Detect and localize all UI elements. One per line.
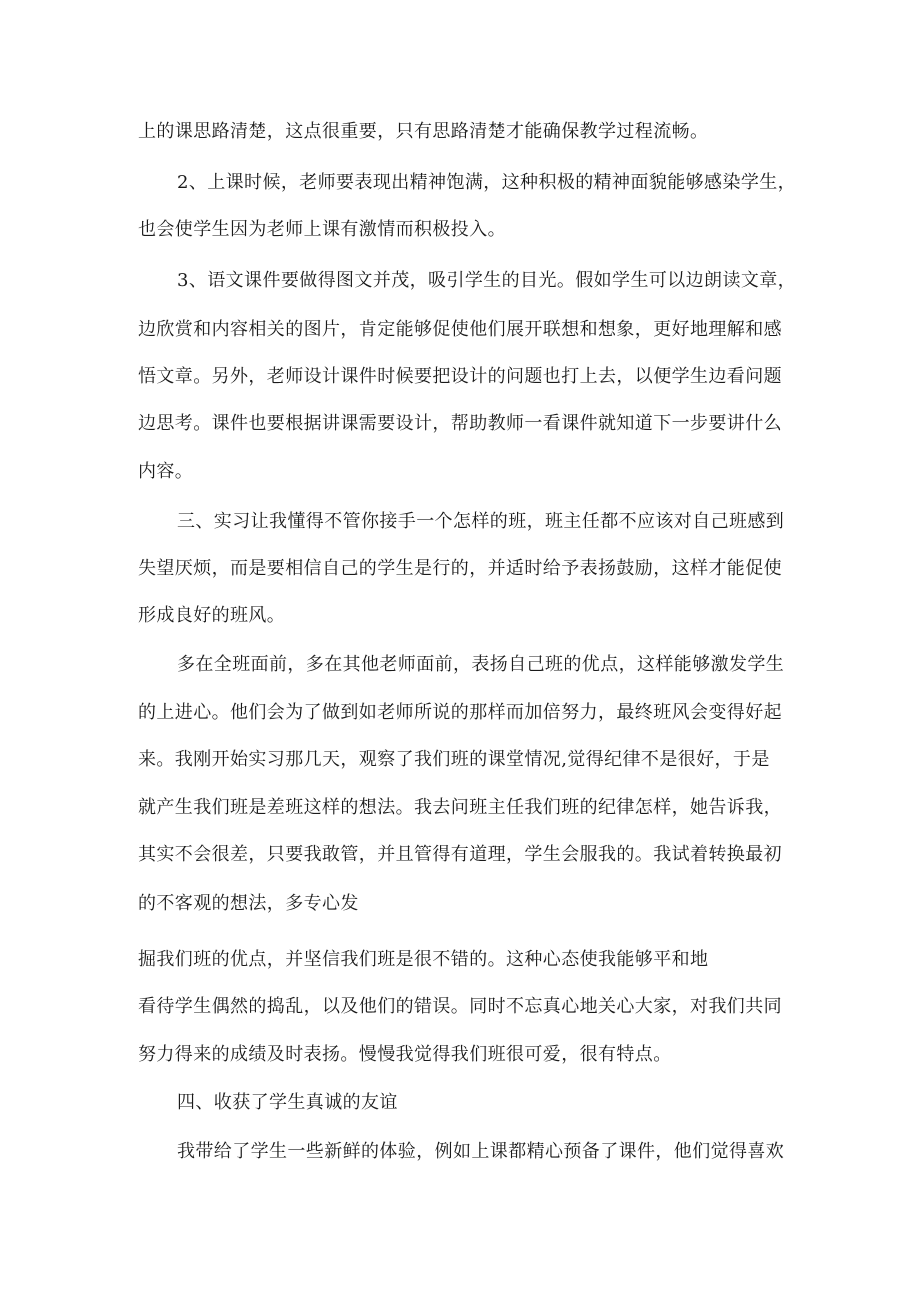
text-line: 的上进心。他们会为了做到如老师所说的那样而加倍努力，最终班风会变得好起 [138,702,782,723]
text-line: 3、语文课件要做得图文并茂，吸引学生的目光。假如学生可以边朗读文章， [177,270,797,291]
text-line: 多在全班面前，多在其他老师面前，表扬自己班的优点，这样能够激发学生 [177,654,785,675]
section-heading: 四、收获了学生真诚的友谊 [177,1092,398,1113]
text-line: 的不客观的想法，多专心发 [138,893,359,914]
text-line: 就产生我们班是差班这样的想法。我去问班主任我们班的纪律怎样，她告诉我， [138,797,782,818]
text-line: 也会使学生因为老师上课有激情而积极投入。 [138,219,506,240]
text-line: 上的课思路清楚，这点很重要，只有思路清楚才能确保教学过程流畅。 [138,121,709,142]
text-line: 来。我刚开始实习那几天，观察了我们班的课堂情况,觉得纪律不是很好，于是 [138,749,770,770]
text-line: 其实不会很差，只要我敢管，并且管得有道理，学生会服我的。我试着转换最初 [138,844,782,865]
text-line: 我带给了学生一些新鲜的体验，例如上课都精心预备了课件，他们觉得喜欢 [177,1141,785,1162]
text-line: 形成良好的班风。 [138,605,286,626]
text-line: 悟文章。另外，老师设计课件时候要把设计的问题也打上去，以便学生边看问题 [138,366,782,387]
text-line: 努力得来的成绩及时表扬。慢慢我觉得我们班很可爱，很有特点。 [138,1044,672,1065]
text-line: 2、上课时候，老师要表现出精神饱满，这种积极的精神面貌能够感染学生， [177,172,797,193]
text-line: 边欣赏和内容相关的图片，肯定能够促使他们展开联想和想象，更好地理解和感 [138,319,782,340]
text-line: 失望厌烦，而是要相信自己的学生是行的，并适时给予表扬鼓励，这样才能促使 [138,558,782,579]
text-line: 掘我们班的优点，并坚信我们班是很不错的。这种心态使我能够平和地 [138,949,709,970]
text-line: 边思考。课件也要根据讲课需要设计，帮助教师一看课件就知道下一步要讲什么 [138,413,782,434]
text-line: 内容。 [138,461,194,482]
text-line: 三、实习让我懂得不管你接手一个怎样的班，班主任都不应该对自己班感到 [177,511,785,532]
text-line: 看待学生偶然的捣乱，以及他们的错误。同时不忘真心地关心大家，对我们共同 [138,996,782,1017]
